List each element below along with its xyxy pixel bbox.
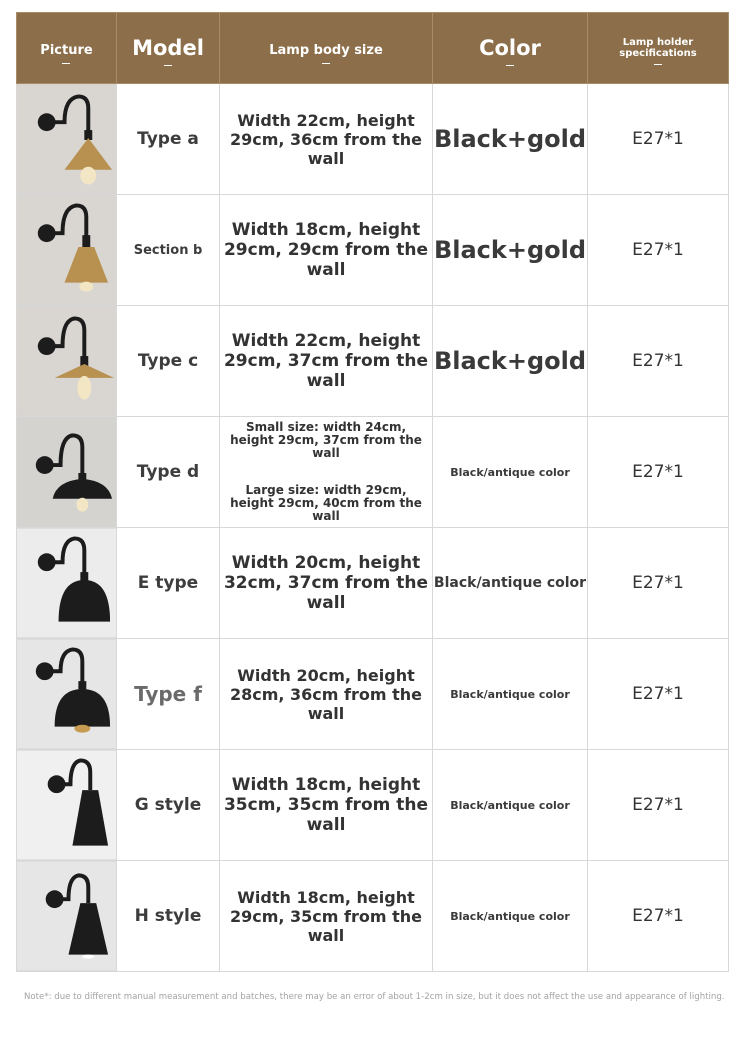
lamp-photo — [17, 84, 117, 195]
size-text: Width 22cm, height 29cm, 36cm from the wall — [220, 84, 433, 195]
size-text: Width 18cm, height 29cm, 35cm from the wall — [220, 861, 433, 972]
size-large-text: Large size: width 29cm, height 29cm, 40cm from the wall — [230, 483, 422, 523]
lamp-cone-gold-icon — [17, 84, 116, 194]
model-label: E type — [117, 528, 220, 639]
model-label: Type f — [117, 639, 220, 750]
size-text — [220, 417, 433, 528]
size-text: Width 18cm, height 35cm, 35cm from the wall — [220, 750, 433, 861]
lamp-photo — [17, 639, 117, 750]
lamp-photo — [17, 417, 117, 528]
lamp-photo — [17, 195, 117, 306]
holder-spec: E27*1 — [588, 84, 729, 195]
holder-spec: E27*1 — [588, 861, 729, 972]
holder-spec: E27*1 — [588, 195, 729, 306]
model-label: G style — [117, 750, 220, 861]
holder-spec: E27*1 — [588, 417, 729, 528]
holder-spec: E27*1 — [588, 750, 729, 861]
lamp-barn-black-icon — [17, 417, 116, 527]
size-small-text: Small size: width 24cm, height 29cm, 37cm from the wall — [230, 420, 422, 460]
color-text: Black+gold — [433, 306, 588, 417]
model-label: H style — [117, 861, 220, 972]
color-text: Black+gold — [433, 195, 588, 306]
table-row — [17, 306, 729, 417]
lamp-bell-gold-icon — [17, 195, 116, 305]
color-text: Black/antique color — [433, 861, 588, 972]
holder-spec: E27*1 — [588, 306, 729, 417]
color-text: Black/antique color — [433, 528, 588, 639]
lamp-photo — [17, 306, 117, 417]
holder-spec: E27*1 — [588, 639, 729, 750]
size-text: Width 20cm, height 28cm, 36cm from the wall — [220, 639, 433, 750]
color-text: Black/antique color — [433, 750, 588, 861]
lamp-cone-black-icon — [17, 861, 116, 971]
header-color: Color — [433, 13, 588, 84]
header-size: Lamp body size — [220, 13, 433, 84]
table-row — [17, 417, 729, 528]
color-text: Black/antique color — [433, 417, 588, 528]
table-row — [17, 195, 729, 306]
lamp-photo — [17, 750, 117, 861]
footnote: Note*: due to different manual measurement and batches, there may be an error of about 1-2cm in size, but it does not affect the use and appearance of lighting. — [24, 992, 725, 1002]
lamp-photo — [17, 861, 117, 972]
size-text: Width 22cm, height 29cm, 37cm from the wall — [220, 306, 433, 417]
table-row — [17, 528, 729, 639]
table-row — [17, 84, 729, 195]
model-label: Type a — [117, 84, 220, 195]
color-text: Black/antique color — [433, 639, 588, 750]
model-label: Type c — [117, 306, 220, 417]
header-holder: Lamp holder specifications — [588, 13, 729, 84]
model-label: Type d — [117, 417, 220, 528]
model-label: Section b — [117, 195, 220, 306]
size-text: Width 20cm, height 32cm, 37cm from the wall — [220, 528, 433, 639]
header-model: Model — [117, 13, 220, 84]
lamp-flat-gold-icon — [17, 306, 116, 416]
size-text: Width 18cm, height 29cm, 29cm from the wall — [220, 195, 433, 306]
lamp-photo — [17, 528, 117, 639]
holder-spec: E27*1 — [588, 528, 729, 639]
table-row — [17, 750, 729, 861]
table-row — [17, 861, 729, 972]
color-text: Black+gold — [433, 84, 588, 195]
lamp-dome-black-icon — [17, 639, 116, 749]
spec-table — [16, 12, 729, 972]
lamp-cone-black-icon — [17, 750, 116, 860]
table-row — [17, 639, 729, 750]
lamp-dome-black-icon — [17, 528, 116, 638]
header-picture: Picture — [17, 13, 117, 84]
header-row — [17, 13, 729, 84]
